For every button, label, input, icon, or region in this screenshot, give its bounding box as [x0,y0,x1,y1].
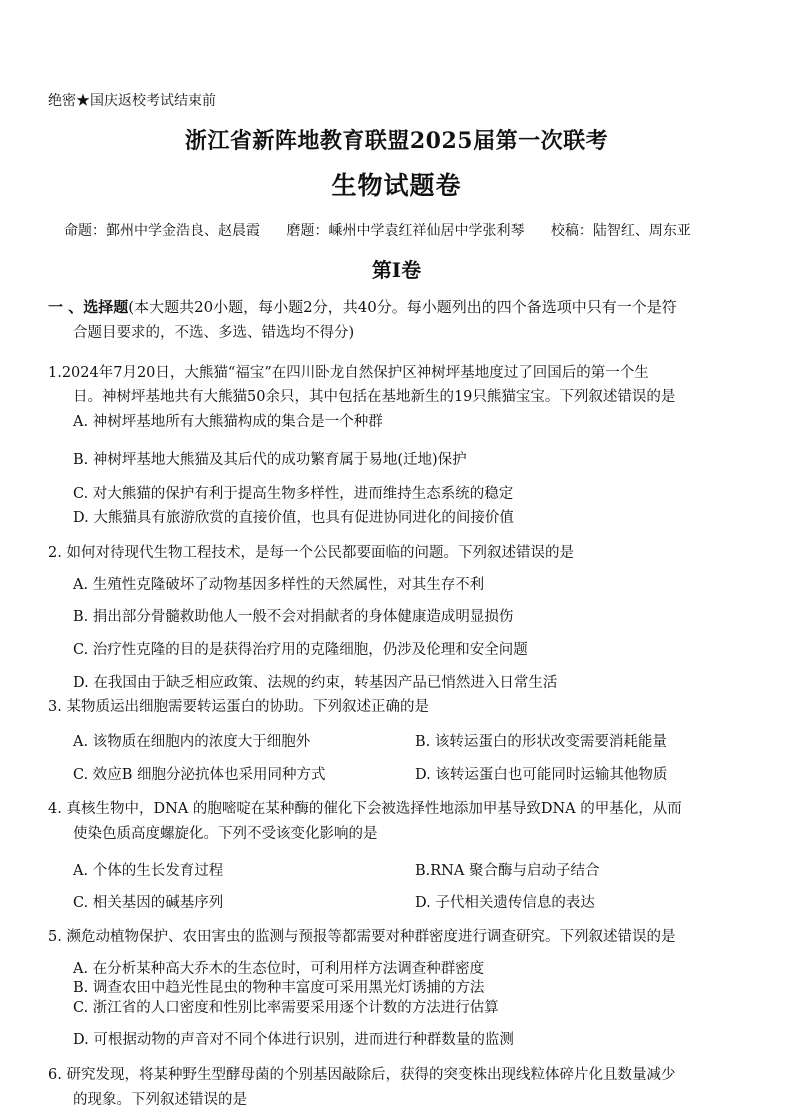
q4-option-c: C. 相关基因的碱基序列 [73,895,224,911]
credit-proposition: 命题：鄞州中学金浩良、赵晨霞 [64,223,260,239]
paper-subtitle: 生物试题卷 [331,171,462,200]
q5-stem: 5. 濒危动植物保护、农田害虫的监测与预报等都需要对种群密度进行调查研究。下列叙述错误的是 [48,929,676,945]
q3-option-b: B. 该转运蛋白的形状改变需要消耗能量 [415,734,667,750]
q4-option-d: D. 子代相关遗传信息的表达 [415,895,595,911]
q5-option-a: A. 在分析某种高大乔木的生态位时，可利用样方法调查种群密度 [73,961,485,977]
q2-option-a: A. 生殖性克隆破坏了动物基因多样性的天然属性，对其生存不利 [73,577,485,593]
q5-option-d: D. 可根据动物的声音对不同个体进行识别，进而进行种群数量的监测 [73,1032,514,1048]
q6-stem-line1: 6. 研究发现，将某种野生型酵母菌的个别基因敲除后，获得的突变株出现线粒体碎片化且数量减少 [48,1067,676,1083]
q4-option-b: B.RNA 聚合酶与启动子结合 [415,863,600,879]
q2-option-d: D. 在我国由于缺乏相应政策、法规的约束，转基因产品已悄然进入日常生活 [73,675,558,691]
section-heading [48,296,677,317]
q5-option-b: B. 调查农田中趋光性昆虫的物种丰富度可采用黑光灯诱捕的方法 [73,980,485,996]
q4-option-a: A. 个体的生长发育过程 [73,863,224,879]
section-label: 一 、选择题 [48,298,129,316]
q1-stem-line1: 1.2024年7月20日，大熊猫“福宝”在四川卧龙自然保护区神树坪基地度过了回国后的第一个生 [48,365,649,381]
credit-polish: 磨题：嵊州中学袁红祥仙居中学张利琴 [286,223,525,239]
q1-option-c: C. 对大熊猫的保护有利于提高生物多样性，进而维持生态系统的稳定 [73,486,514,502]
q2-option-b: B. 捐出部分骨髓救助他人一般不会对捐献者的身体健康造成明显损伤 [73,609,514,625]
q3-stem: 3. 某物质运出细胞需要转运蛋白的协助。下列叙述正确的是 [48,699,429,715]
credits-line [64,220,713,240]
q1-option-a: A. 神树坪基地所有大熊猫构成的集合是一个种群 [73,414,383,430]
q4-stem-line1: 4. 真核生物中，DNA 的胞嘧啶在某种酶的催化下会被选择性地添加甲基导致DNA 的甲基化，从而 [48,801,682,817]
q1-stem-line2: 日。神树坪基地共有大熊猫50余只，其中包括在基地新生的19只熊猫宝宝。下列叙述错误的是 [73,389,676,405]
confidential-label: 绝密★国庆返校考试结束前 [48,93,216,109]
q2-option-c: C. 治疗性克隆的目的是获得治疗用的克隆细胞，仍涉及伦理和安全问题 [73,642,528,658]
q4-stem-line2: 使染色质高度螺旋化。下列不受该变化影响的是 [73,826,378,842]
q2-stem: 2. 如何对待现代生物工程技术，是每一个公民都要面临的问题。下列叙述错误的是 [48,545,574,561]
q5-option-c: C. 浙江省的人口密度和性别比率需要采用逐个计数的方法进行估算 [73,1000,499,1016]
q1-option-b: B. 神树坪基地大熊猫及其后代的成功繁育属于易地(迁地)保护 [73,452,467,468]
credit-proofread: 校稿：陆智红、周东亚 [550,223,691,239]
volume-heading: 第Ⅰ卷 [371,258,422,282]
q3-option-d: D. 该转运蛋白也可能同时运输其他物质 [415,767,668,783]
q1-option-d: D. 大熊猫具有旅游欣赏的直接价值，也具有促进协同进化的间接价值 [73,510,514,526]
q3-option-a: A. 该物质在细胞内的浓度大于细胞外 [73,734,311,750]
q3-option-c: C. 效应B 细胞分泌抗体也采用同种方式 [73,767,326,783]
section-desc-line2: 合题目要求的，不选、多选、错选均不得分) [73,325,355,341]
q6-stem-line2: 的现象。下列叙述错误的是 [73,1092,247,1108]
exam-title: 浙江省新阵地教育联盟2025届第一次联考 [184,128,609,154]
section-desc-line1: (本大题共20小题，每小题2分，共40分。每小题列出的四个备选项中只有一个是符 [128,298,677,316]
